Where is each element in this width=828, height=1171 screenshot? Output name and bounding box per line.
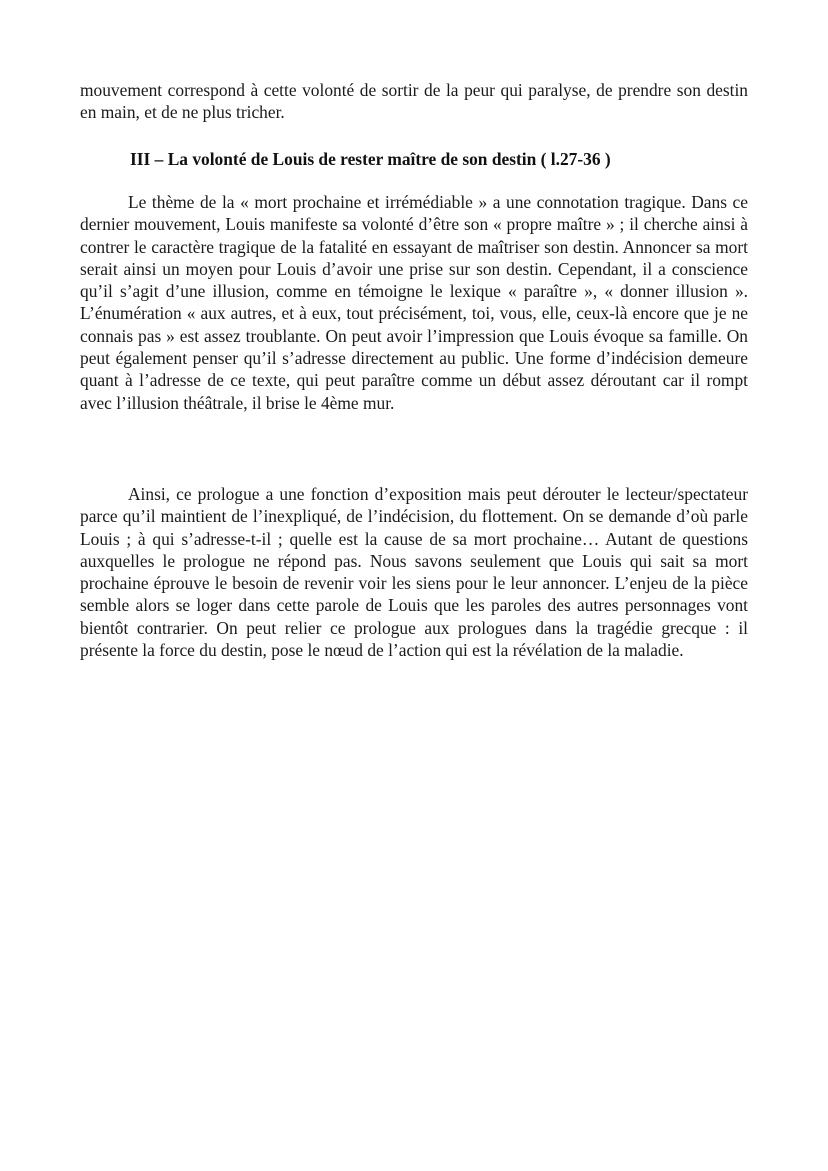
- paragraph-continuation: mouvement correspond à cette volonté de sortir de la peur qui paralyse, de prendre son destin en main, et de ne plus tricher.: [80, 80, 748, 123]
- paragraph-conclusion: Ainsi, ce prologue a une fonction d’exposition mais peut dérouter le lecteur/spectateur parce qu’il maintient de l’inexpliqué, de l’indécision, du flottement. On se demande d’où parle Louis ; à qui s’adresse-t-il ; quelle est la cause de sa mort prochaine… Autant de questions auxquelles le prologue ne répond pas. Nous savons seulement que Louis qui sait sa mort prochaine éprouve le besoin de revenir voir les siens pour le leur annoncer. L’enjeu de la pièce semble alors se loger dans cette parole de Louis que les paroles des autres personnages vont bientôt contrarier. On peut relier ce prologue aux prologues dans la tragédie grecque : il présente la force du destin, pose le nœud de l’action qui est la révélation de la maladie.: [80, 484, 748, 661]
- section-heading: III – La volonté de Louis de rester maître de son destin ( l.27-36 ): [130, 149, 611, 169]
- paragraph-section-three: Le thème de la « mort prochaine et irrémédiable » a une connotation tragique. Dans ce dernier mouvement, Louis manifeste sa volonté d’être son « propre maître » ; il cherche ainsi à contrer le caractère tragique de la fatalité en essayant de maîtriser son destin. Annoncer sa mort serait ainsi un moyen pour Louis d’avoir une prise sur son destin. Cependant, il a conscience qu’il s’agit d’une illusion, comme en témoigne le lexique « paraître », « donner illusion ». L’énumération « aux autres, et à eux, tout précisément, toi, vous, elle, ceux-là encore que je ne connais pas » est assez troublante. On peut avoir l’impression que Louis évoque sa famille. On peut également penser qu’il s’adresse directement au public. Une forme d’indécision demeure quant à l’adresse de ce texte, qui peut paraître comme un début assez déroutant car il rompt avec l’illusion théâtrale, il brise le 4ème mur.: [80, 192, 748, 413]
